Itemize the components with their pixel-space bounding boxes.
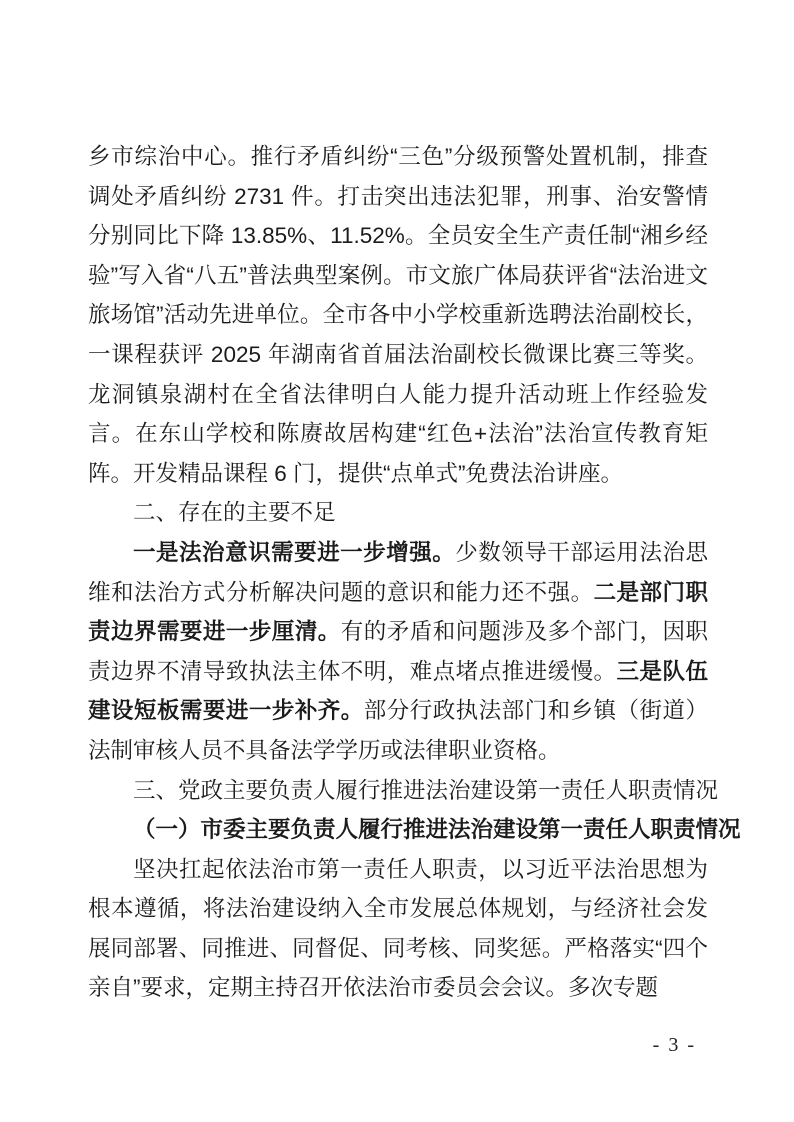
text-run: 三、党政主要负责人履行推进法治建设第一责任人职责情况 — [133, 777, 719, 803]
body-paragraph-continuation — [88, 137, 708, 493]
page-number: - 3 - — [652, 1034, 696, 1056]
bold-text-run: 三是队伍建设短板需要进一步补齐。 — [88, 658, 708, 724]
body-paragraph-shortcomings — [88, 533, 708, 771]
text-run: 二、存在的主要不足 — [133, 500, 336, 526]
bold-text-run: （一）市委主要负责人履行推进法治建设第一责任人职责情况 — [133, 817, 741, 843]
section-heading-3 — [88, 771, 719, 811]
text-run: 乡市综治中心。推行矛盾纠纷“三色”分级预警处置机制，排查调处矛盾纠纷 2731 件。打击突出违法犯罪，刑事、治安警情分别同比下降 13.85%、11.52%。全员安全生产责任制“湘乡经验”写入省“八五”普法典型案例。市文旅广体局获评省“法治进文旅场馆”活动先进单位。全市各中小学校重新选聘法治副校长，一课程获评 2025 年湖南省首届法治副校长微课比赛三等奖。龙洞镇泉湖村在全省法律明白人能力提升活动班上作经验发言。在东山学校和陈赓故居构建“红色+法治”法治宣传教育矩阵。开发精品课程 6 门，提供“点单式”免费法治讲座。 — [88, 144, 708, 486]
text-run: 少数领导干部运用法治思维和法治方式分析解决问题的意识和能力还不强。 — [88, 539, 708, 605]
section-heading-2 — [88, 493, 708, 533]
text-run: 坚决扛起依法治市第一责任人职责，以习近平法治思想为根本遵循，将法治建设纳入全市发展总体规划，与经济社会发展同部署、同推进、同督促、同考核、同奖惩。严格落实“四个亲自”要求，定期主持召开依法治市委员会会议。多次专题 — [88, 856, 708, 1001]
text-run: 部分行政执法部门和乡镇（街道）法制审核人员不具备法学学历或法律职业资格。 — [88, 698, 708, 763]
bold-text-run: 二是部门职责边界需要进一步厘清。 — [88, 579, 708, 645]
text-run: 有的矛盾和问题涉及多个部门，因职责边界不清导致执法主体不明，难点堵点推进缓慢。 — [88, 619, 708, 684]
document-body — [88, 137, 741, 1008]
subsection-heading-3-1 — [88, 810, 741, 850]
bold-text-run: 一是法治意识需要进一步增强。 — [133, 539, 456, 565]
body-paragraph-responsibility — [88, 850, 708, 1008]
